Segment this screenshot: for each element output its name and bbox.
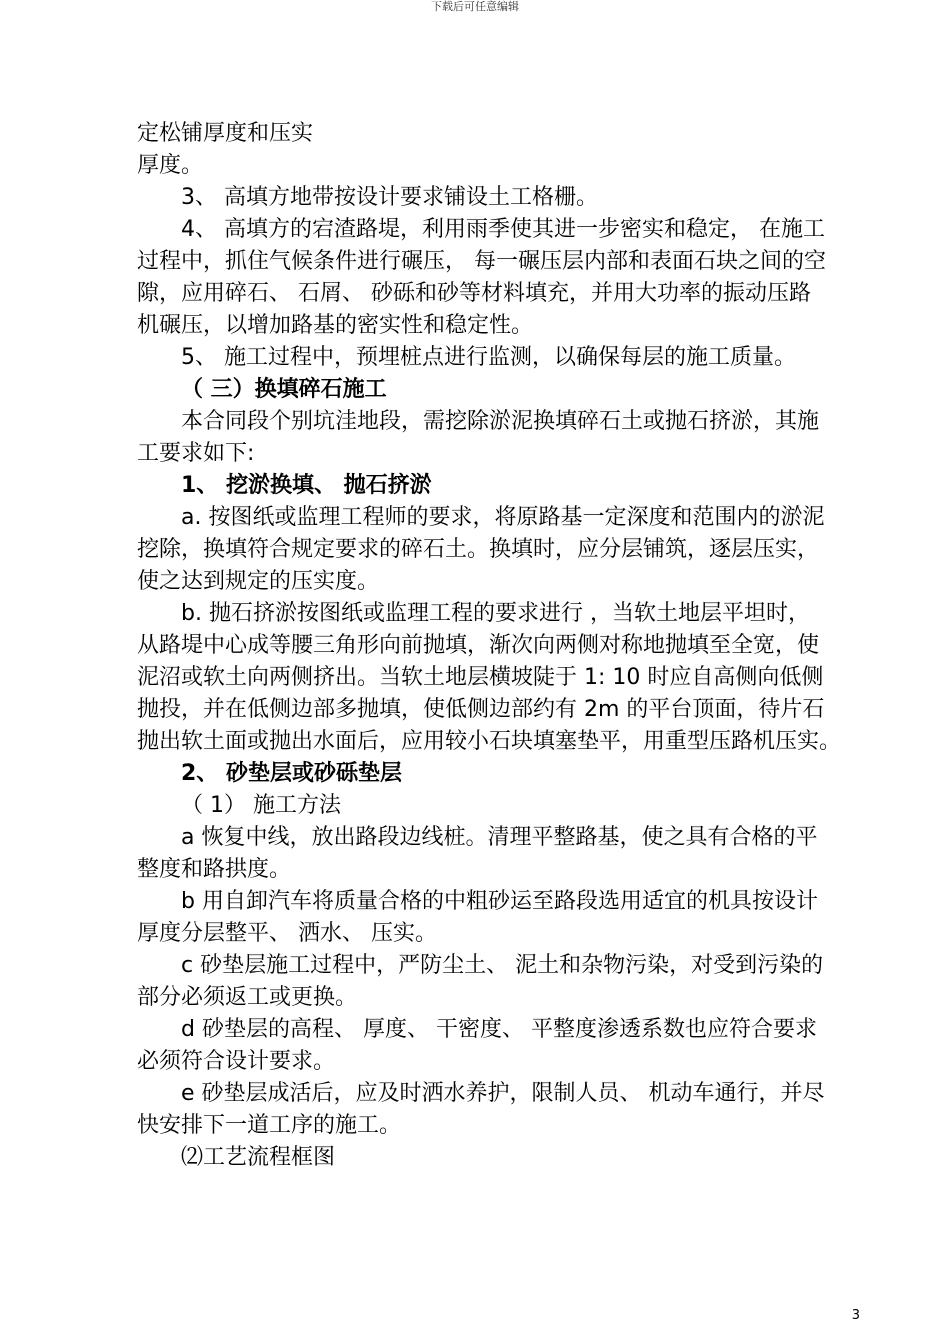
paragraph-line: 抛出软土面或抛出水面后，应用较小石块填塞垫平，用重型压路机压实。 (137, 729, 842, 754)
paragraph-line: 抛投，并在低侧边部多抛填，使低侧边部约有 2m 的平台顶面，待片石 (137, 697, 825, 722)
paragraph-line: 挖除，换填符合规定要求的碎石土。换填时，应分层铺筑，逐层压实， (137, 537, 820, 562)
sub-heading-method: （ 1） 施工方法 (181, 793, 341, 818)
paragraph-line-a: a 恢复中线，放出路段边线桩。清理平整路基，使之具有合格的平 (181, 825, 818, 850)
paragraph-line-b: b. 抛石挤淤按图纸或监理工程的要求进行 ，当软土地层平坦时， (181, 601, 810, 626)
paragraph-line: 厚度分层整平、 洒水、 压实。 (137, 921, 437, 946)
list-item-3: 3、 高填方地带按设计要求铺设土工格栅。 (181, 185, 598, 210)
paragraph-line: 整度和路拱度。 (137, 857, 292, 882)
paragraph-line: 部分必须返工或更换。 (137, 985, 358, 1010)
paragraph-line: 工要求如下: (137, 441, 255, 466)
paragraph-line-b: b 用自卸汽车将质量合格的中粗砂运至路段选用适宜的机具按设计 (181, 889, 818, 914)
paragraph-line: 厚度。 (137, 153, 204, 178)
paragraph-line: 过程中，抓住气候条件进行碾压， 每一碾压层内部和表面石块之间的空 (137, 249, 826, 274)
paragraph-line: 必须符合设计要求。 (137, 1049, 336, 1074)
paragraph-line: 从路堤中心成等腰三角形向前抛填，渐次向两侧对称地抛填至全宽，使 (137, 633, 820, 658)
subsection-heading-2: 2、 砂垫层或砂砾垫层 (181, 761, 402, 786)
page-number: 3 (851, 1308, 860, 1323)
section-heading-3: （ 三）换填碎石施工 (181, 377, 387, 402)
list-item-4: 4、 高填方的宕渣路堤，利用雨季使其进一步密实和稳定， 在施工 (181, 217, 825, 242)
document-body (137, 118, 865, 1174)
paragraph-line: 定松铺厚度和压实 (137, 121, 314, 146)
paragraph-line: 使之达到规定的压实度。 (137, 569, 380, 594)
paragraph-line-d: d 砂垫层的高程、 厚度、 干密度、 平整度渗透系数也应符合要求 (181, 1017, 817, 1042)
paragraph-line-e: e 砂垫层成活后，应及时洒水养护，限制人员、 机动车通行，并尽 (181, 1081, 825, 1106)
subsection-heading-1: 1、 挖淤换填、 抛石挤淤 (181, 473, 432, 498)
paragraph-line: 隙，应用碎石、 石屑、 砂砾和砂等材料填充，并用大功率的振动压路 (137, 281, 811, 306)
sub-heading-flowchart: ⑵工艺流程框图 (181, 1145, 336, 1170)
paragraph-line: 本合同段个别坑洼地段，需挖除淤泥换填碎石土或抛石挤淤，其施 (181, 409, 820, 434)
paragraph-line: 机碾压，以增加路基的密实性和稳定性。 (137, 313, 534, 338)
paragraph-line: 泥沼或软土向两侧挤出。当软土地层横坡陡于 1: 10 时应自高侧向低侧 (137, 665, 824, 690)
page-header: 下载后可任意编辑 (431, 0, 519, 13)
paragraph-line-a: a. 按图纸或监理工程师的要求，将原路基一定深度和范围内的淤泥 (181, 505, 825, 530)
paragraph-line-c: c 砂垫层施工过程中，严防尘土、 泥土和杂物污染，对受到污染的 (181, 953, 824, 978)
list-item-5: 5、 施工过程中，预埋桩点进行监测，以确保每层的施工质量。 (181, 345, 796, 370)
paragraph-line: 快安排下一道工序的施工。 (137, 1113, 402, 1138)
